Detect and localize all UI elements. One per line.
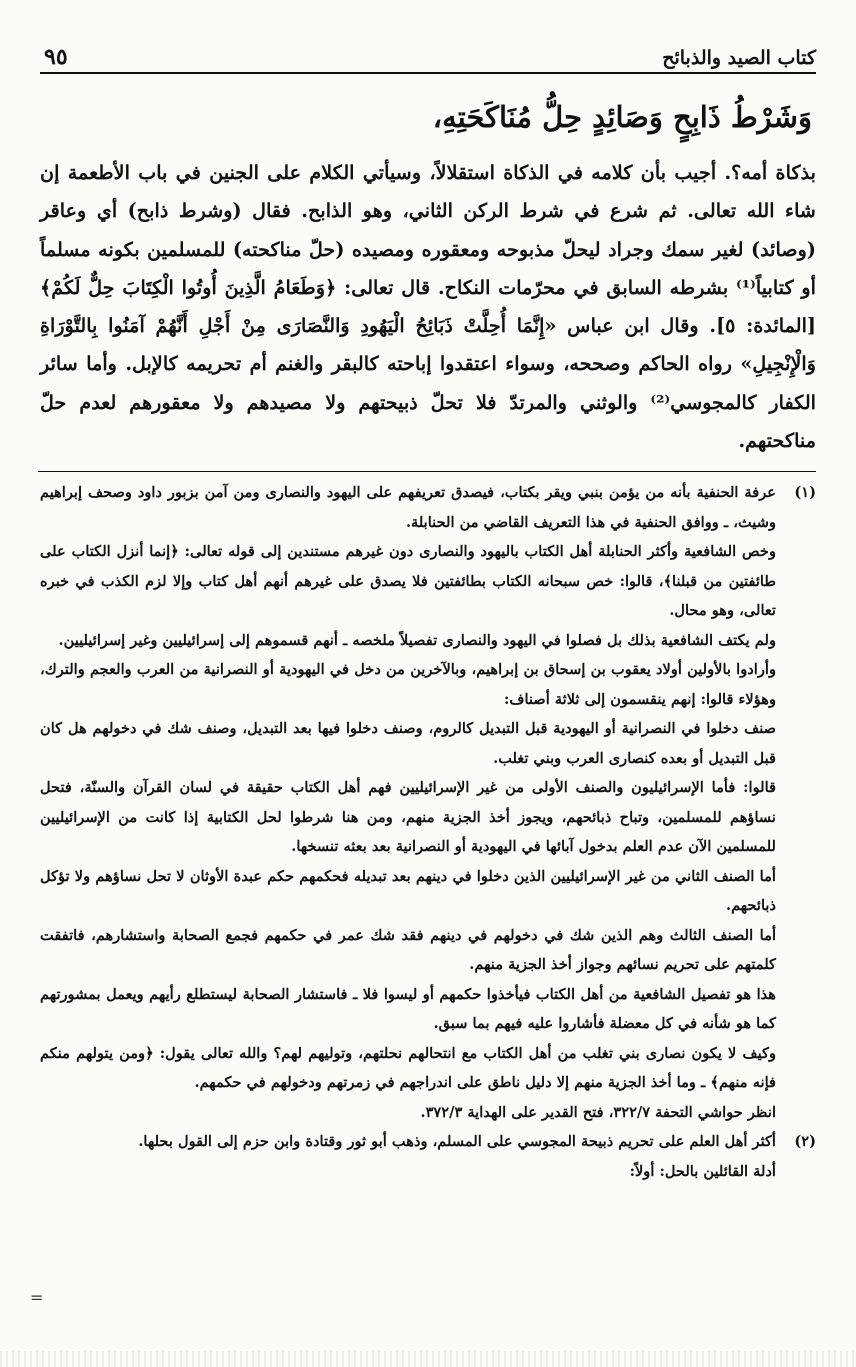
matn-text: وَشَرْطُ ذَابِحٍ وَصَائِدٍ حِلُّ مُنَاكَحَتِهِ،	[432, 100, 812, 134]
footnote-paragraph: هذا هو تفصيل الشافعية من أهل الكتاب فيأخذوا حكمهم أو ليسوا فلا ـ فاستشار الصحابة ليستطلع رأيهم ويعمل بمشورتهم كما هو شأنه في كل معضلة فأشاروا عليه فيهم بما سبق.	[40, 985, 776, 1032]
commentary	[40, 154, 816, 460]
footnote-paragraph: أدلة القائلين بالحل: أولاً:	[629, 1162, 776, 1180]
footnote-paragraph: وأرادوا بالأولين أولاد يعقوب بن إسحاق بن إبراهيم، وبالآخرين من دخل في اليهودية أو النصرانية من العرب والعجم والترك، وهؤلاء قالوا: إنهم ينقسمون إلى ثلاثة أصناف:	[40, 661, 776, 708]
footnote-2	[40, 1127, 816, 1157]
footnote-number: (٢)	[794, 1133, 816, 1150]
footnote-paragraph: أما الصنف الثالث وهم الذين شك في دخولهم في دينهم فقد شك عمر في حكمهم فجمع الصحابة واستشارهم، فاتفقت كلمتهم على تحريم نسائهم وجواز أخذ الجزية منهم.	[40, 926, 776, 973]
footnote-paragraph: صنف دخلوا في النصرانية أو اليهودية قبل التبديل كالروم، وصنف دخلوا فيها بعد التبديل، وصنف شك في دخولهم هل كان قبل التبديل أو بعده كنصارى العرب وبني تغلب.	[40, 720, 776, 767]
footnote-text: عرفة الحنفية بأنه من يؤمن بنبي ويقر بكتاب، فيصدق تعريفهم على اليهود والنصارى ومن آمن بزبور داود وصحف إبراهيم وشيث، ـ ووافق الحنفية في هذا التعريف القاضي من الحنابلة.	[40, 484, 776, 531]
commentary-paragraph: بذكاة أمه؟. أجيب بأن كلامه في الذكاة استقلالاً، وسيأتي الكلام على الجنين في باب الأطعمة إن شاء الله تعالى. ثم شرع في شرط الركن الثاني، وهو الذابح. فقال (وشرط ذابح) أي وعاقر (وصائد) لغير سمك وجراد ليحلّ مذبوحه ومعقوره ومصيده (حلّ مناكحته) للمسلمين بكونه مسلماً أو كتابياً⁽¹⁾ بشرطه السابق في محرّمات النكاح. قال تعالى: ﴿وَطَعَامُ الَّذِينَ أُوتُوا الْكِتَابَ حِلٌّ لَكُمْ﴾ [المائدة: ٥]. وقال ابن عباس «إِنَّمَا أُحِلَّتْ ذَبَائِحُ الْيَهُودِ وَالنَّصَارَى مِنْ أَجْلِ أَنَّهُمْ آمَنُوا بِالتَّوْرَاةِ وَالْإِنْجِيلِ» رواه الحاكم وصححه، وسواء اعتقدوا إباحته كالبقر والغنم أم تحريمه كالإبل. وأما سائر الكفار كالمجوسي⁽²⁾ والوثني والمرتدّ فلا تحلّ ذبيحتهم ولا مصيدهم ولا معقورهم لعدم حلّ مناكحتهم.	[40, 161, 817, 453]
footnote-paragraph: أما الصنف الثاني من غير الإسرائيليين الذين دخلوا في دينهم بعد تبديله فحكمهم حكم عبدة الأوثان لا تحل نساؤهم ولا تؤكل ذبائحهم.	[40, 867, 776, 914]
footnote-1	[40, 478, 816, 537]
scan-edge	[0, 1351, 856, 1367]
chapter-title: كتاب الصيد والذبائح	[662, 47, 816, 69]
footnote-paragraph: وكيف لا يكون نصارى بني تغلب من أهل الكتاب مع انتحالهم نحلتهم، وتوليهم لهم؟ والله تعالى يقول: ﴿ومن يتولهم منكم فإنه منهم﴾ ـ وما أخذ الجزية منهم إلا دليل ناطق على اندراجهم في زمرتهم ودخولهم في حكمهم.	[40, 1044, 776, 1091]
page-number: ٩٥	[44, 44, 68, 70]
footnote-paragraph: ولم يكتف الشافعية بذلك بل فصلوا في اليهود والنصارى تفصيلاً ملخصه ـ أنهم قسموهم إلى إسرائيليين وغير إسرائيليين.	[58, 631, 776, 649]
running-header	[40, 38, 816, 74]
footnote-separator	[38, 471, 816, 472]
footnote-source: انظر حواشي التحفة ٣٢٢/٧، فتح القدير على الهداية ٣٧٢/٣.	[420, 1103, 776, 1121]
footnote-paragraph: وخص الشافعية وأكثر الحنابلة أهل الكتاب باليهود والنصارى دون غيرهم مستندين إلى قوله تعالى: ﴿إنما أنزل الكتاب على طائفتين من قبلنا﴾، قالوا: خص سبحانه الكتاب بطائفتين فلا يصدق على غيرهم أنهم أهل كتاب وإلا لزم الكذب في خبره تعالى، وهو محال.	[40, 543, 776, 619]
continuation-mark: =	[30, 1288, 44, 1307]
footnote-paragraph: قالوا: فأما الإسرائيليون والصنف الأولى من غير الإسرائيليين فهم أهل الكتاب حقيقة في لسان القرآن والسنّة، فتحل نساؤهم للمسلمين، وتباح ذبائحهم، ويجوز أخذ الجزية منهم، ومن هنا شرطوا لحل الكتابية إذا كانت من الإسرائيليين للمسلمين الآن عدم العلم بدخول آبائها في اليهودية أو النصرانية بعد بعثه تنسخها.	[40, 779, 776, 855]
footnote-text: أكثر أهل العلم على تحريم ذبيحة المجوسي على المسلم، وذهب أبو ثور وقتادة وابن حزم إلى القول بحلها.	[138, 1133, 776, 1150]
footnotes	[40, 478, 816, 1186]
footnote-number: (١)	[794, 484, 816, 501]
